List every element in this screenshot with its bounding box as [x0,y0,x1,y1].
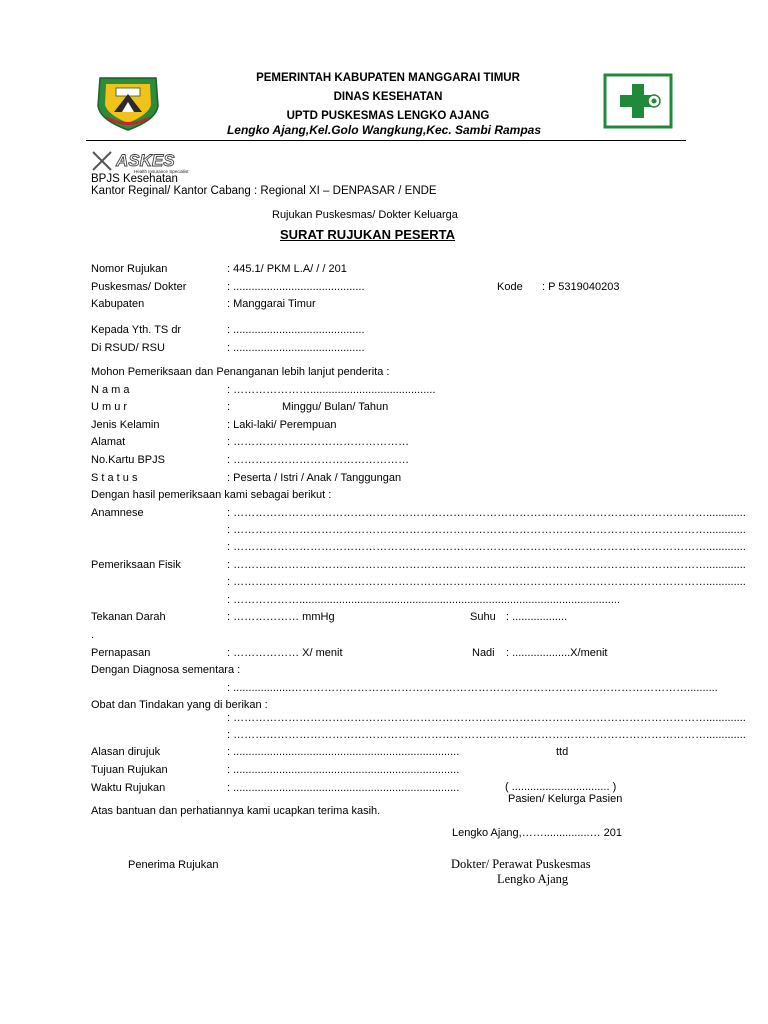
kode-label: Kode [497,281,523,293]
tujuan-label: Tujuan Rujukan [91,764,168,776]
penerima-label: Penerima Rujukan [128,859,219,871]
anamnese-line-3: : …………………………………………………………………………………………………………………............. [227,541,746,553]
doc-title: SURAT RUJUKAN PESERTA [280,227,456,242]
rsud-label: Di RSUD/ RSU [91,342,165,354]
umur-value: Minggu/ Bulan/ Tahun [282,401,389,413]
pasien-signature-blank: ( ................................ ) [505,781,617,793]
jenis-kelamin-label: Jenis Kelamin [91,419,160,431]
thanks-text: Atas bantuan dan perhatiannya kami ucapkan terima kasih. [91,805,381,817]
jenis-kelamin-value: : Laki-laki/ Perempuan [227,419,337,431]
anamnese-line-2: : …………………………………………………………………………………………………………………............. [227,524,746,536]
tekanan-darah-label: Tekanan Darah [91,611,166,623]
nama-label: N a m a [91,384,130,396]
obat-line-2: : …………………………………………………………………………………………………………………............. [227,729,746,741]
askes-tagline: Health Insurance Specialist [134,169,189,174]
header-line-2: DINAS KESEHATAN [333,91,443,103]
waktu-value: : .......................................................................... [227,782,460,794]
place-date: Lengko Ajang,……...............… 201 [452,827,622,839]
kartu-bpjs-label: No.Kartu BPJS [91,454,165,466]
status-label: S t a t u s [91,472,138,484]
askes-wordmark: ASKES [116,151,175,170]
fisik-line-3: : ………………......................................................................................................... [227,594,621,606]
kepada-value: : ........................................... [227,324,365,336]
suhu-value: : .................. [506,611,568,623]
nama-value: : …………………......................................... [227,384,436,396]
umur-label: U m u r [91,401,128,413]
alamat-value: : ………………………………………… [227,436,410,448]
diagnosa-line: : ...................……………………………………………………………………………………………….......... [227,682,718,694]
header-line-3: UPTD PUSKESMAS LENGKO AJANG [286,110,490,122]
pasien-signature-label: Pasien/ Kelurga Pasien [508,793,623,805]
anamnese-label: Anamnese [91,507,144,519]
signer-line-1: Dokter/ Perawat Puskesmas [451,857,591,871]
kartu-bpjs-value: : ………………………………………… [227,454,410,466]
header-divider [86,140,686,141]
nomor-rujukan-value: : 445.1/ PKM L.A/ / / 201 [227,263,347,275]
nadi-label: Nadi [472,647,495,659]
fisik-label: Pemeriksaan Fisik [91,559,181,571]
puskesmas-cross-logo [602,72,674,130]
puskesmas-value: : ........................................... [227,281,365,293]
tekanan-darah-value: : ……………… mmHg [227,611,335,623]
rsud-value: : ........................................... [227,342,365,354]
askes-logo [90,149,230,175]
obat-label: Obat dan Tindakan yang di berikan : [91,699,268,711]
kepada-label: Kepada Yth. TS dr [91,324,182,336]
puskesmas-label: Puskesmas/ Dokter [91,281,187,293]
suhu-label: Suhu [470,611,496,623]
diagnosa-label: Dengan Diagnosa sementara : [91,664,241,676]
kabupaten-value: : Manggarai Timur [227,298,316,310]
status-value: : Peserta / Istri / Anak / Tanggungan [227,472,402,484]
umur-colon: : [227,401,231,413]
kode-value: : P 5319040203 [542,281,620,293]
kabupaten-label: Kabupaten [91,298,145,310]
fisik-line-2: : …………………………………………………………………………………………………………………............. [227,576,746,588]
nomor-rujukan-label: Nomor Rujukan [91,263,168,275]
fisik-line-1: : …………………………………………………………………………………………………………………............. [227,559,746,571]
signer-line-2: Lengko Ajang [497,872,569,886]
bpjs-line-1: BPJS Kesehatan [91,173,178,185]
header-line-1: PEMERINTAH KABUPATEN MANGGARAI TIMUR [256,72,520,84]
waktu-label: Waktu Rujukan [91,782,166,794]
header-address: Lengko Ajang,Kel.Golo Wangkung,Kec. Sambi Rampas [226,123,542,137]
hasil-intro: Dengan hasil pemeriksaan kami sebagai berikut : [91,489,332,501]
nadi-value: : ...................X/menit [506,647,608,659]
patient-intro: Mohon Pemeriksaan dan Penanganan lebih lanjut penderita : [91,366,390,378]
pernapasan-label: Pernapasan [91,647,151,659]
stray-dot: . [91,629,95,641]
ttd-label: ttd [556,746,569,758]
pernapasan-value: : ……………… X/ menit [227,647,343,659]
alasan-value: : .......................................................................... [227,746,460,758]
bpjs-line-2: Kantor Reginal/ Kantor Cabang : Regional XI – DENPASAR / ENDE [91,185,437,197]
obat-line-1: : …………………………………………………………………………………………………………………............. [227,712,746,724]
doc-subtitle: Rujukan Puskesmas/ Dokter Keluarga [272,209,458,221]
anamnese-line-1: : …………………………………………………………………………………………………………………............. [227,507,746,519]
alasan-label: Alasan dirujuk [91,746,161,758]
alamat-label: Alamat [91,436,126,448]
tujuan-value: : .......................................................................... [227,764,460,776]
